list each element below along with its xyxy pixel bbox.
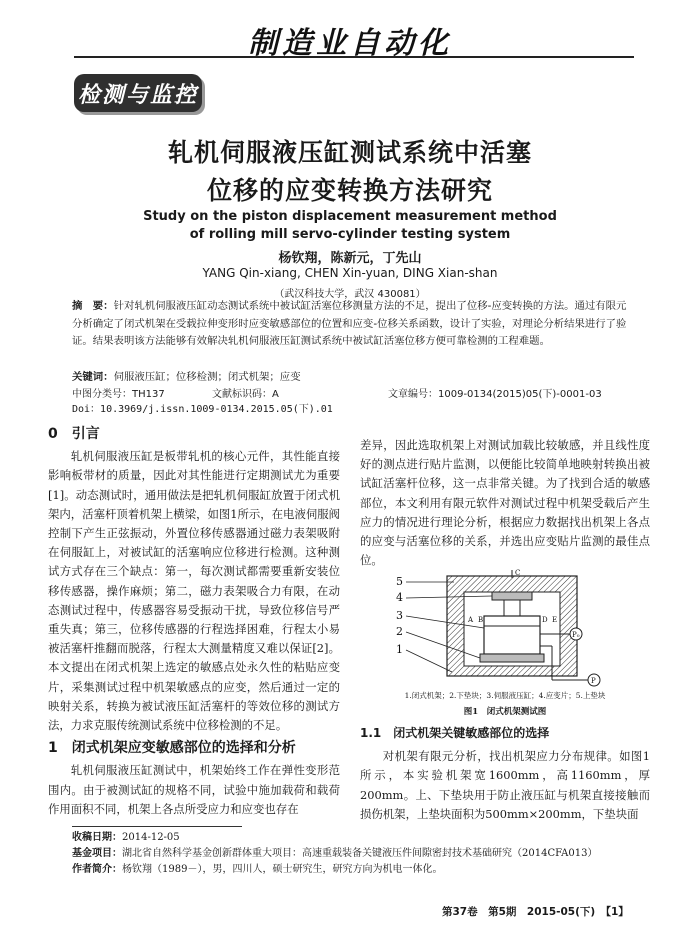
received-label: 收稿日期： [72, 832, 122, 843]
fund-label: 基金项目： [72, 848, 122, 859]
frame-diagram [392, 568, 622, 688]
abstract-label: 摘 要： [72, 300, 114, 312]
label-point-d: D [542, 616, 548, 624]
title-en [0, 208, 700, 244]
footnote-author [72, 862, 652, 877]
title-en-line2: of rolling mill servo-cylinder testing system [189, 227, 511, 242]
section1-paragraph: 轧机伺服液压缸测试中，机架始终工作在弹性变形范围内。由于被测试缸的规格不同，试验中施加载荷和载荷作用面积不同，机架上各点所受应力和应变也存在 [48, 763, 340, 816]
label-point-e: E [552, 616, 558, 624]
footnote-rule [72, 826, 242, 827]
authors-en: YANG Qin-xiang, CHEN Xin-yuan, DING Xian-shan [202, 266, 498, 280]
footnote-fund [72, 846, 652, 861]
footnote-received [72, 830, 652, 845]
received-date: 2014-12-05 [122, 832, 180, 843]
upper-pad [492, 592, 532, 600]
keywords [72, 368, 632, 383]
title-cn-line1: 轧机伺服液压缸测试系统中活塞 [167, 138, 532, 167]
lower-pad [480, 654, 544, 662]
right-column-top [360, 436, 650, 570]
label-3: 3 [396, 609, 403, 622]
label-5: 5 [396, 575, 403, 588]
title-cn-line2: 位移的应变转换方法研究 [206, 176, 493, 205]
left-column [48, 425, 340, 819]
section-badge: 检测与监控 [74, 74, 202, 112]
author-text: 杨钦翔（1989－），男，四川人，硕士研究生，研究方向为机电一体化。 [122, 864, 443, 875]
doi: Doi：10.3969/j.issn.1009-0134.2015.05(下).01 [72, 404, 333, 415]
doc-code: 文献标识码：A [212, 389, 279, 400]
label-point-b: B [478, 616, 484, 624]
label-point-a: A [468, 616, 474, 624]
journal-title: 制造业自动化 [248, 26, 452, 61]
affiliation: （武汉科技大学，武汉 430081） [274, 289, 426, 300]
article-number: 文章编号：1009-0134(2015)05(下)-0001-03 [388, 389, 602, 400]
right-paragraph-2: 对机架有限元分析，找出机架应力分布规律。如图1所示，本实验机架宽1600mm，高1160mm，厚200mm。上、下垫块用于防止液压缸与机架直接接触而损伤机架，上垫块面积为500mm×200mm，下垫块面 [360, 749, 650, 821]
abstract [72, 298, 632, 351]
heading-section-1: 1 闭式机架应变敏感部位的选择和分析 [48, 740, 296, 757]
keywords-label: 关键词： [72, 371, 114, 383]
title-en-line1: Study on the piston displacement measurement method [143, 209, 557, 224]
label-point-c: C [515, 569, 521, 577]
right-paragraph-1: 差异，因此选取机架上对测试加载比较敏感，并且线性度好的测点进行贴片监测，以便能比较简单地映射转换出被试缸活塞杆位移，这一点非常关键。为了找到合适的敏感部位，本文利用有限元软件对测试过程中机架受载后产生应力的情况进行理论分析，根据应力数据找出机架上各点的应变与活塞位移的关系，并选出应变贴片监测的最佳点位。 [360, 438, 650, 568]
figure-1-legend: 1.闭式机架；2.下垫块；3.伺服液压缸；4.应变片；5.上垫块 [404, 691, 606, 700]
heading-section-1-1: 1.1 闭式机架关键敏感部位的选择 [360, 726, 550, 740]
abstract-text: 针对轧机伺服液压缸动态测试系统中被试缸活塞位移测量方法的不足，提出了位移-应变转换的方法。通过有限元分析确定了闭式机架在受载拉伸变形时应变敏感部位的位置和应变-位移关系函数，设计了实验，对理论分析结果进行了验证。结果表明该方法能够有效解决轧机伺服液压缸测试系统中被试缸活塞位移方便可靠检测的工程难题。 [72, 300, 627, 347]
leader-1 [406, 650, 452, 672]
intro-paragraph: 轧机伺服液压缸是板带轧机的核心元件，其性能直接影响板带材的质量，因此对其性能进行定期测试尤为重要[1]。动态测试时，通用做法是把轧机伺服缸放置于闭式机架内，活塞杆顶着机架上横梁，如图1所示，在电液伺服阀控制下产生正弦振动，外置位移传感器通过磁力表架吸附在伺服缸上，对被试缸的活塞响应位移进行检测。这种测试方式存在三个缺点：第一，每次测试都需要重新安装位移传感器，操作麻烦；第二，磁力表架吸合力有限，在动态测试过程中，传感器容易受振动干扰，导致位移信号严重失真；第三，位移传感器的行程选择困难，行程太小易被活塞杆推翻而脱落，行程太大测量精度又难以保证[2]。本文提出在闭式机架上选定的敏感点处永久性的粘贴应变片，采集测试过程中机架敏感点的应变，然后通过一定的映射关系，转换为被试液压缸活塞杆的等效位移的测试方法，力求克服传统测试系统中位移检测的不足。 [48, 449, 341, 733]
label-1: 1 [396, 643, 403, 656]
page-footer: 第37卷 第5期 2015-05(下) 【1】 [442, 906, 629, 918]
fund-text: 湖北省自然科学基金创新群体重大项目：高速重载装备关键液压件间隙密封技术基础研究（2014CFA013） [122, 848, 598, 859]
label-4: 4 [396, 591, 403, 604]
clc-code: 中图分类号：TH137 [72, 389, 165, 400]
figure-1-title: 图1 闭式机架测试图 [463, 707, 547, 717]
author-label: 作者简介： [72, 864, 122, 875]
figure-1 [392, 568, 622, 688]
heading-introduction: 0 引言 [48, 426, 100, 442]
authors-cn: 杨钦翔，陈新元，丁先山 [278, 251, 422, 266]
right-column-bottom [360, 724, 650, 824]
title-cn [0, 134, 700, 210]
label-2: 2 [396, 625, 403, 638]
label-port-p0: P₀ [572, 631, 580, 639]
header-rule [74, 56, 634, 58]
label-port-p: P [591, 677, 596, 685]
servo-cylinder [484, 616, 540, 654]
keywords-text: 伺服液压缸；位移检测；闭式机架；应变 [113, 371, 301, 383]
piston-rod [504, 600, 520, 616]
